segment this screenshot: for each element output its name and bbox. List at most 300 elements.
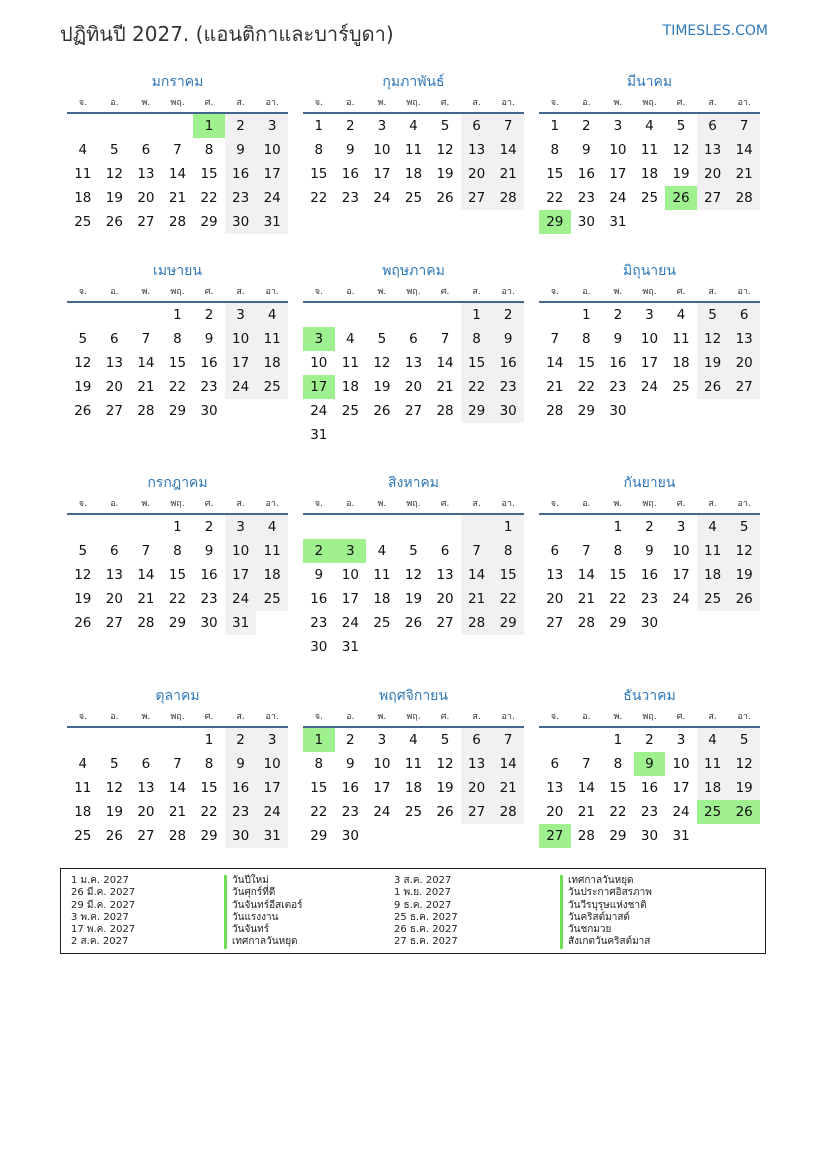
day-cell: 1	[173, 307, 182, 323]
day-cell: 20	[137, 804, 155, 820]
day-cell: 30	[577, 214, 595, 230]
legend-holiday-name: วันแรงงาน	[224, 912, 303, 924]
month-block	[539, 471, 760, 635]
day-cell: 27	[137, 828, 155, 844]
day-cell: 30	[341, 828, 359, 844]
day-cell: 1	[582, 307, 591, 323]
day-cell: 18	[640, 166, 659, 182]
day-cell: 28	[436, 403, 454, 419]
day-grid	[67, 303, 288, 423]
day-cell: 7	[141, 543, 151, 559]
weekday-label: ศ.	[204, 712, 214, 722]
day-cell: 16	[200, 355, 218, 371]
day-cell: 6	[110, 331, 119, 347]
day-cell: 19	[728, 563, 760, 587]
day-cell: 6	[697, 114, 729, 138]
day-cell: 16	[577, 166, 595, 182]
day-cell: 7	[173, 756, 182, 772]
weekday-label: พฤ.	[642, 287, 657, 297]
day-cell: 13	[436, 567, 454, 583]
day-cell: 14	[436, 355, 454, 371]
day-cell: 10	[373, 756, 391, 772]
day-cell: 17	[341, 591, 359, 607]
day-cell: 21	[461, 587, 493, 611]
day-cell: 14	[492, 138, 524, 162]
month-name: พฤษภาคม	[382, 263, 445, 279]
day-cell: 29	[200, 828, 218, 844]
empty-cell	[398, 303, 430, 327]
legend-dates-right	[394, 875, 458, 949]
day-cell: 14	[728, 138, 760, 162]
day-cell: 28	[577, 828, 595, 844]
weekday-label: ศ.	[676, 499, 686, 509]
day-cell: 11	[74, 780, 92, 796]
day-cell: 21	[168, 190, 187, 206]
day-cell: 4	[697, 515, 729, 539]
day-cell: 17	[609, 166, 627, 182]
holiday-day-cell: 17	[303, 375, 335, 399]
day-cell: 14	[168, 780, 187, 796]
day-cell: 22	[310, 190, 328, 206]
page-title: ปฏิทินปี 2027. (แอนติกาและบาร์บูดา)	[60, 22, 394, 46]
day-cell: 6	[440, 543, 450, 559]
day-cell: 18	[697, 776, 729, 800]
month-name: กุมภาพันธ์	[382, 74, 445, 90]
weekday-label: พ.	[613, 287, 623, 297]
day-cell: 6	[409, 331, 418, 347]
day-cell: 21	[137, 591, 155, 607]
day-cell: 8	[314, 756, 324, 772]
day-cell: 10	[672, 543, 690, 559]
day-cell: 25	[256, 375, 288, 399]
day-cell: 30	[200, 403, 218, 419]
day-cell: 26	[105, 214, 123, 230]
day-cell: 18	[74, 190, 92, 206]
day-cell: 26	[105, 828, 123, 844]
day-cell: 27	[697, 186, 729, 210]
day-cell: 25	[373, 615, 391, 631]
day-cell: 1	[314, 118, 324, 134]
day-cell: 30	[640, 615, 659, 631]
weekday-label: ส.	[472, 712, 481, 722]
day-cell: 30	[310, 639, 328, 655]
weekday-label: จ.	[314, 712, 323, 722]
holiday-day-cell: 3	[335, 539, 367, 563]
day-cell: 15	[310, 166, 328, 182]
legend-holiday-name: สังเกตวันคริสต์มาส	[560, 936, 652, 948]
day-cell: 20	[436, 591, 454, 607]
weekday-header	[303, 708, 524, 728]
day-cell: 17	[225, 351, 257, 375]
day-cell: 2	[492, 303, 524, 327]
day-cell: 28	[728, 186, 760, 210]
weekday-label: พ.	[141, 98, 151, 108]
weekday-label: อา.	[265, 712, 279, 722]
month-name: พฤศจิกายน	[379, 688, 448, 704]
holiday-day-cell: 2	[303, 539, 335, 563]
legend-date: 1 พ.ย. 2027	[394, 887, 451, 899]
day-cell: 8	[173, 331, 182, 347]
weekday-label: อา.	[501, 712, 515, 722]
day-cell: 17	[640, 355, 659, 371]
day-cell: 4	[409, 732, 418, 748]
day-cell: 27	[105, 615, 123, 631]
weekday-label: จ.	[314, 287, 323, 297]
day-cell: 14	[461, 563, 493, 587]
month-block	[303, 70, 524, 210]
day-cell: 1	[613, 519, 623, 535]
holiday-day-cell: 26	[665, 186, 697, 210]
day-cell: 31	[609, 214, 627, 230]
weekday-label: จ.	[78, 712, 87, 722]
day-cell: 6	[141, 756, 151, 772]
day-cell: 29	[609, 615, 627, 631]
legend-holiday-name: วันวีรบุรุษแห่งชาติ	[560, 900, 652, 912]
day-cell: 22	[200, 804, 218, 820]
day-cell: 6	[141, 142, 151, 158]
empty-cell	[130, 728, 162, 752]
weekday-label: อ.	[346, 499, 355, 509]
legend-holiday-name: วันศุกร์ที่ดี	[224, 887, 303, 899]
holiday-day-cell: 1	[193, 114, 225, 138]
day-cell: 4	[78, 756, 88, 772]
day-cell: 24	[373, 190, 391, 206]
weekday-label: จ.	[78, 499, 87, 509]
day-cell: 18	[341, 379, 359, 395]
day-cell: 30	[609, 403, 627, 419]
day-cell: 28	[137, 403, 155, 419]
day-cell: 6	[110, 543, 119, 559]
day-cell: 7	[582, 543, 591, 559]
empty-cell	[303, 303, 335, 327]
weekday-header	[539, 495, 760, 515]
day-cell: 11	[640, 142, 659, 158]
day-cell: 30	[200, 615, 218, 631]
weekday-label: จ.	[550, 712, 559, 722]
day-cell: 26	[436, 804, 454, 820]
day-cell: 9	[582, 142, 591, 158]
day-cell: 3	[256, 114, 288, 138]
legend-date: 17 พ.ค. 2027	[71, 924, 136, 936]
weekday-label: พฤ.	[170, 499, 185, 509]
day-cell: 2	[346, 118, 355, 134]
day-cell: 22	[577, 379, 595, 395]
month-name: ตุลาคม	[155, 688, 200, 704]
day-cell: 4	[78, 142, 88, 158]
month-name: มกราคม	[151, 74, 204, 90]
day-cell: 4	[676, 307, 686, 323]
day-cell: 29	[577, 403, 595, 419]
day-cell: 28	[168, 214, 187, 230]
day-cell: 25	[697, 587, 729, 611]
day-cell: 9	[204, 543, 214, 559]
day-cell: 19	[373, 379, 391, 395]
day-cell: 19	[105, 190, 123, 206]
weekday-label: พ.	[141, 712, 151, 722]
day-cell: 9	[613, 331, 623, 347]
day-cell: 8	[582, 331, 591, 347]
day-cell: 22	[609, 591, 627, 607]
legend-names-left	[224, 875, 303, 949]
day-cell: 5	[728, 515, 760, 539]
day-cell: 7	[492, 114, 524, 138]
day-cell: 12	[373, 355, 391, 371]
empty-cell	[398, 515, 430, 539]
day-cell: 17	[225, 563, 257, 587]
weekday-label: อา.	[265, 287, 279, 297]
day-cell: 8	[550, 142, 560, 158]
day-cell: 27	[436, 615, 454, 631]
day-cell: 12	[728, 539, 760, 563]
day-cell: 17	[672, 780, 690, 796]
empty-cell	[67, 114, 99, 138]
month-name: เมษายน	[153, 263, 202, 279]
legend-date: 3 ส.ค. 2027	[394, 875, 452, 886]
day-cell: 19	[697, 351, 729, 375]
day-cell: 2	[582, 118, 591, 134]
day-cell: 5	[78, 331, 88, 347]
day-cell: 17	[256, 776, 288, 800]
day-cell: 22	[492, 587, 524, 611]
legend-date: 1 ม.ค. 2027	[71, 875, 129, 886]
day-cell: 24	[256, 800, 288, 824]
day-cell: 22	[168, 591, 187, 607]
empty-cell	[335, 303, 367, 327]
day-cell: 29	[200, 214, 218, 230]
day-cell: 5	[377, 331, 387, 347]
weekday-label: อา.	[737, 287, 751, 297]
empty-cell	[67, 515, 99, 539]
day-cell: 12	[436, 756, 454, 772]
day-cell: 9	[225, 138, 257, 162]
day-cell: 10	[373, 142, 391, 158]
weekday-header	[67, 495, 288, 515]
day-cell: 15	[200, 166, 218, 182]
day-cell: 27	[461, 800, 493, 824]
day-cell: 19	[672, 166, 690, 182]
weekday-label: อ.	[346, 712, 355, 722]
weekday-label: ศ.	[440, 712, 450, 722]
day-cell: 22	[200, 190, 218, 206]
day-cell: 4	[645, 118, 654, 134]
day-cell: 8	[613, 756, 623, 772]
day-cell: 18	[256, 563, 288, 587]
day-cell: 13	[461, 138, 493, 162]
legend-holiday-name: เทศกาลวันหยุด	[224, 936, 303, 948]
weekday-label: พ.	[613, 98, 623, 108]
weekday-header	[67, 283, 288, 303]
site-link[interactable]: TIMESLES.COM	[662, 23, 768, 39]
day-cell: 1	[173, 519, 182, 535]
day-cell: 30	[225, 210, 257, 234]
day-cell: 10	[256, 138, 288, 162]
weekday-label: ศ.	[204, 287, 214, 297]
weekday-header	[303, 495, 524, 515]
weekday-label: อ.	[346, 287, 355, 297]
day-cell: 4	[346, 331, 355, 347]
day-cell: 10	[640, 331, 659, 347]
day-cell: 26	[436, 190, 454, 206]
weekday-label: ส.	[708, 499, 717, 509]
weekday-label: ศ.	[440, 287, 450, 297]
legend-date: 3 พ.ค. 2027	[71, 911, 129, 923]
day-cell: 23	[225, 186, 257, 210]
day-cell: 10	[225, 327, 257, 351]
day-cell: 2	[204, 519, 214, 535]
month-name: กรกฎาคม	[147, 475, 208, 491]
day-cell: 14	[137, 355, 155, 371]
day-cell: 10	[672, 756, 690, 772]
day-cell: 18	[404, 166, 423, 182]
day-cell: 3	[676, 732, 686, 748]
empty-cell	[461, 515, 493, 539]
weekday-label: พฤ.	[406, 98, 421, 108]
weekday-label: พ.	[377, 98, 387, 108]
weekday-label: อา.	[501, 98, 515, 108]
month-block	[303, 259, 524, 447]
day-cell: 23	[310, 615, 328, 631]
day-cell: 7	[173, 142, 182, 158]
day-cell: 18	[74, 804, 92, 820]
day-grid	[539, 303, 760, 423]
day-cell: 3	[225, 515, 257, 539]
day-cell: 28	[546, 403, 564, 419]
day-cell: 22	[609, 804, 627, 820]
day-cell: 5	[697, 303, 729, 327]
weekday-label: ส.	[472, 287, 481, 297]
day-cell: 13	[461, 752, 493, 776]
weekday-label: พ.	[377, 499, 387, 509]
holiday-day-cell: 9	[634, 752, 666, 776]
day-cell: 17	[672, 567, 690, 583]
weekday-label: อ.	[582, 287, 591, 297]
day-cell: 23	[492, 375, 524, 399]
day-cell: 24	[310, 403, 328, 419]
day-grid	[539, 114, 760, 234]
empty-cell	[366, 515, 398, 539]
weekday-label: จ.	[78, 287, 87, 297]
weekday-label: อ.	[110, 98, 119, 108]
day-cell: 12	[105, 780, 123, 796]
day-cell: 8	[173, 543, 182, 559]
weekday-label: อา.	[501, 287, 515, 297]
day-cell: 23	[341, 190, 359, 206]
day-cell: 2	[225, 114, 257, 138]
day-cell: 29	[310, 828, 328, 844]
legend-date: 26 ธ.ค. 2027	[394, 924, 458, 936]
day-cell: 1	[613, 732, 623, 748]
weekday-label: พฤ.	[642, 712, 657, 722]
weekday-label: อ.	[346, 98, 355, 108]
weekday-label: จ.	[550, 287, 559, 297]
day-cell: 14	[168, 166, 187, 182]
day-cell: 17	[373, 780, 391, 796]
empty-cell	[67, 728, 99, 752]
day-cell: 11	[697, 539, 729, 563]
day-cell: 11	[404, 142, 423, 158]
month-block	[539, 684, 760, 848]
day-cell: 20	[546, 804, 564, 820]
empty-cell	[162, 114, 194, 138]
weekday-label: ศ.	[676, 712, 686, 722]
day-cell: 20	[137, 190, 155, 206]
legend-dates-left	[71, 875, 135, 949]
weekday-label: จ.	[550, 98, 559, 108]
legend-holiday-name: วันประกาศอิสรภาพ	[560, 887, 652, 899]
weekday-label: อา.	[265, 98, 279, 108]
day-cell: 10	[341, 567, 359, 583]
day-cell: 7	[461, 539, 493, 563]
legend-holiday-name: วันปีใหม่	[224, 875, 303, 887]
day-cell: 28	[577, 615, 595, 631]
day-cell: 24	[373, 804, 391, 820]
day-cell: 12	[74, 355, 92, 371]
day-cell: 19	[436, 166, 454, 182]
day-cell: 5	[110, 142, 119, 158]
day-cell: 5	[676, 118, 686, 134]
weekday-label: อ.	[582, 98, 591, 108]
day-cell: 31	[256, 210, 288, 234]
day-cell: 23	[640, 591, 659, 607]
day-cell: 5	[728, 728, 760, 752]
day-grid	[67, 515, 288, 635]
day-cell: 16	[640, 780, 659, 796]
holiday-day-cell: 25	[697, 800, 729, 824]
day-cell: 16	[225, 776, 257, 800]
day-cell: 25	[404, 190, 423, 206]
day-cell: 31	[256, 824, 288, 848]
day-cell: 5	[440, 732, 450, 748]
day-cell: 29	[609, 828, 627, 844]
empty-cell	[130, 114, 162, 138]
weekday-label: พ.	[613, 712, 623, 722]
day-cell: 24	[609, 190, 627, 206]
day-cell: 10	[225, 539, 257, 563]
day-cell: 7	[492, 728, 524, 752]
legend-date: 26 มี.ค. 2027	[71, 887, 136, 899]
day-cell: 11	[341, 355, 359, 371]
day-cell: 20	[697, 162, 729, 186]
day-cell: 8	[613, 543, 623, 559]
day-cell: 13	[105, 567, 123, 583]
day-cell: 20	[728, 351, 760, 375]
weekday-label: พ.	[141, 287, 151, 297]
weekday-label: พ.	[613, 499, 623, 509]
weekday-label: พ.	[377, 712, 387, 722]
day-cell: 15	[200, 780, 218, 796]
day-cell: 28	[168, 828, 187, 844]
day-cell: 18	[697, 563, 729, 587]
day-cell: 12	[672, 142, 690, 158]
day-cell: 1	[204, 732, 214, 748]
day-cell: 27	[137, 214, 155, 230]
day-cell: 11	[256, 539, 288, 563]
day-cell: 12	[105, 166, 123, 182]
day-cell: 14	[492, 752, 524, 776]
day-cell: 29	[168, 615, 187, 631]
day-cell: 21	[577, 591, 595, 607]
day-cell: 16	[640, 567, 659, 583]
month-block	[303, 471, 524, 659]
day-cell: 16	[225, 162, 257, 186]
day-cell: 26	[373, 403, 391, 419]
legend-date: 27 ธ.ค. 2027	[394, 936, 458, 948]
day-cell: 3	[676, 519, 686, 535]
day-cell: 8	[492, 539, 524, 563]
weekday-label: ศ.	[440, 499, 450, 509]
day-cell: 15	[168, 567, 187, 583]
empty-cell	[99, 728, 131, 752]
